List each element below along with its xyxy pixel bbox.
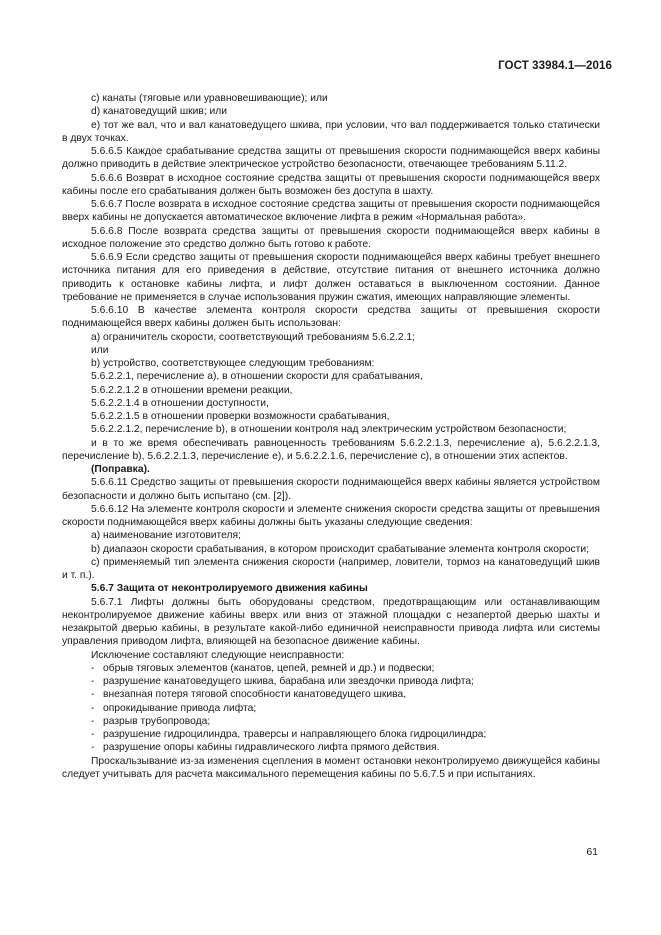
paragraph: 5.6.7.1 Лифты должны быть оборудованы средством, предотвращающим или останавливающим неконтролируемое движение кабины вверх или вниз от этажной площадки с незапертой дверью шахты и незакрытой дверью кабины, в результате какой-либо единичной неисправности привода лифта или системы управления приводом лифта, влияющей на безопасное движение кабины.	[62, 596, 600, 648]
paragraph: 5.6.6.12 На элементе контроля скорости и элементе снижения скорости средства защиты от превышения скорости поднимающейся вверх кабины должны быть указаны следующие сведения:	[62, 503, 600, 528]
paragraph: c) применяемый тип элемента снижения скорости (например, ловители, тормоз на канатоведущий шкив и т. п.).	[62, 556, 600, 581]
bold-paragraph: 5.6.7 Защита от неконтролируемого движения кабины	[91, 583, 368, 595]
document-body	[62, 92, 600, 781]
list-item-text: разрушение канатоведущего шкива, барабана или звездочки привода лифта;	[103, 676, 474, 687]
list-dash: -	[91, 676, 95, 687]
list-item-text: внезапная потеря тяговой способности канатоведущего шкива,	[103, 689, 407, 701]
paragraph: 5.6.6.7 После возврата в исходное состояние средства защиты от превышения скорости поднимающейся вверх кабины не допускается автоматическое включение лифта в режим «Нормальная работа».	[62, 199, 600, 224]
paragraph: a) наименование изготовителя;	[91, 530, 241, 542]
paragraph: 5.6.2.2.1.4 в отношении доступности,	[91, 397, 269, 409]
list-dash: -	[91, 715, 95, 727]
paragraph: 5.6.6.5 Каждое срабатывание средства защиты от превышения скорости поднимающейся вверх кабины должно приводить в действие электрическое устройство безопасности, отвечающее требованиям 5.11.2.	[62, 146, 600, 171]
paragraph: 5.6.6.8 После возврата средства защиты от превышения скорости поднимающейся вверх кабины в исходное положение это средство должно быть готово к работе.	[62, 225, 600, 250]
paragraph: 5.6.6.10 В качестве элемента контроля скорости средства защиты от превышения скорости поднимающейся вверх кабины должен быть использован:	[62, 305, 600, 330]
paragraph: e) тот же вал, что и вал канатоведущего шкива, при условии, что вал поддерживается только статически в двух точках.	[62, 119, 600, 144]
paragraph: Исключение составляют следующие неисправности:	[91, 649, 345, 661]
paragraph: и в то же время обеспечивать равноценность требованиям 5.6.2.2.1.3, перечисление a), 5.6.2.2.1.3, перечисление b), 5.6.2.2.1.3, перечисление e), и 5.6.2.2.1.6, перечисление c), в отношении этих аспектов.	[62, 437, 600, 462]
paragraph: c) канаты (тяговые или уравновешивающие); или	[91, 93, 328, 104]
paragraph: Проскальзывание из-за изменения сцепления в момент остановки неконтролируемо движущейся кабины следует учитывать для расчета максимального перемещения кабины по 5.6.7.5 и при испытаниях.	[62, 755, 600, 780]
list-item	[62, 728, 600, 741]
paragraph: 5.6.6.9 Если средство защиты от превышения скорости поднимающейся вверх кабины требует внешнего источника питания для его приведения в действие, отсутствие питания от внешнего источника должно приводить к остановке кабины лифта, и лифт должен оставаться в выключенном состоянии. Данное требование не применяется в случае использования пружин сжатия, имеющих направляющие элементы.	[62, 252, 600, 303]
list-item	[62, 715, 600, 728]
paragraph: 5.6.2.2.1.2 в отношении времени реакции,	[91, 384, 293, 396]
paragraph: или	[91, 344, 109, 356]
list-item-text: обрыв тяговых элементов (канатов, цепей, ремней и др.) и подвески;	[103, 662, 435, 674]
paragraph: 5.6.6.11 Средство защиты от превышения скорости поднимающейся вверх кабины является устройством безопасности и должно быть испытано (см. [2]).	[62, 477, 600, 502]
list-item	[62, 662, 600, 675]
paragraph: 5.6.2.2.1.2, перечисление b), в отношении контроля над электрическим устройством безопасности;	[91, 424, 567, 436]
standard-header: ГОСТ 33984.1—2016	[498, 60, 612, 72]
paragraph: d) канатоведущий шкив; или	[91, 106, 228, 118]
paragraph: 5.6.2.2.1, перечисление a), в отношении скорости для срабатывания,	[91, 371, 423, 383]
list-item-text: разрушение опоры кабины гидравлического лифта прямого действия.	[103, 742, 440, 754]
list-dash: -	[91, 742, 95, 754]
paragraph: a) ограничитель скорости, соответствующий требованиям 5.6.2.2.1;	[91, 331, 416, 343]
list-item-text: опрокидывание привода лифта;	[103, 702, 257, 714]
paragraph: b) диапазон скорости срабатывания, в котором происходит срабатывание элемента контроля скорости;	[91, 543, 589, 555]
paragraph: b) устройство, соответствующее следующим требованиям:	[91, 358, 375, 369]
list-item	[62, 741, 600, 754]
list-item	[62, 702, 600, 715]
list-dash: -	[91, 729, 95, 740]
list-dash: -	[91, 662, 95, 674]
paragraph: 5.6.2.2.1.5 в отношении проверки возможности срабатывания,	[91, 411, 390, 422]
list-item-text: разрушение гидроцилиндра, траверсы и направляющего блока гидроцилиндра;	[103, 729, 487, 740]
page-number: 61	[586, 846, 598, 858]
list-item	[62, 675, 600, 688]
list-item-text: разрыв трубопровода;	[103, 715, 211, 727]
list-dash: -	[91, 702, 95, 714]
paragraph: 5.6.6.6 Возврат в исходное состояние средства защиты от превышения скорости поднимающейся вверх кабины после его срабатывания должен быть возможен без доступа в шахту.	[62, 172, 600, 197]
list-dash: -	[91, 689, 95, 701]
bold-paragraph: (Поправка).	[91, 464, 150, 475]
list-item	[62, 688, 600, 701]
